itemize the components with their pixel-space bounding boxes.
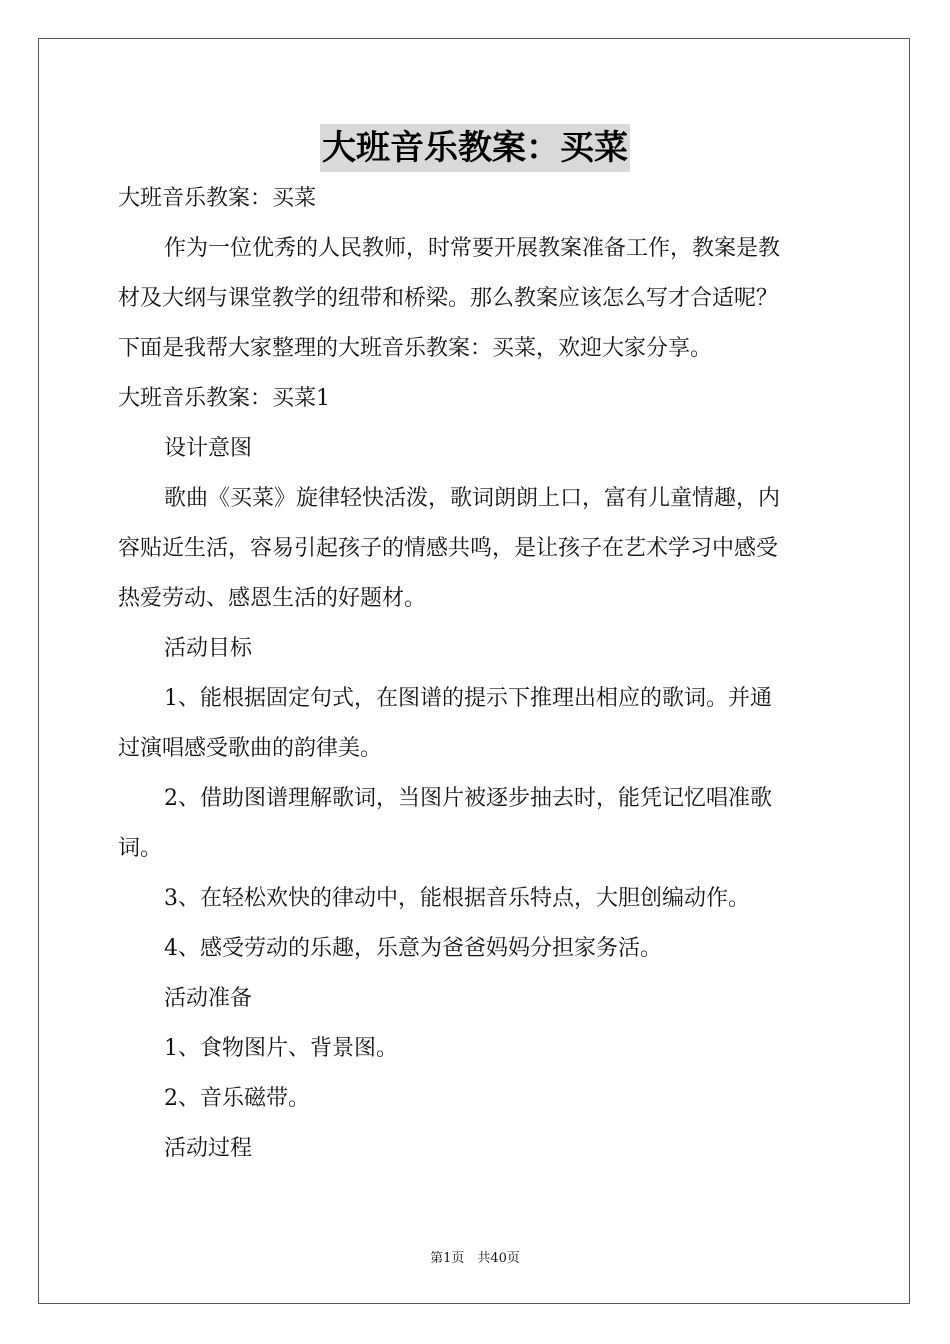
list-item: 3、在轻松欢快的律动中，能根据音乐特点，大胆创编动作。	[164, 886, 750, 911]
section-heading: 活动准备	[164, 986, 253, 1011]
list-item: 2、借助图谱理解歌词，当图片被逐步抽去时，能凭记忆唱准歌	[164, 786, 772, 811]
paragraph-line: 材及大纲与课堂教学的纽带和桥梁。那么教案应该怎么写才合适呢？	[118, 286, 779, 311]
paragraph-line: 下面是我帮大家整理的大班音乐教案：买菜，欢迎大家分享。	[118, 336, 713, 361]
page-border	[38, 38, 910, 1304]
list-item: 4、感受劳动的乐趣，乐意为爸爸妈妈分担家务活。	[164, 936, 662, 961]
paragraph-line: 作为一位优秀的人民教师，时常要开展教案准备工作，教案是教	[164, 236, 781, 261]
section-heading: 活动目标	[164, 636, 253, 661]
section-heading: 活动过程	[164, 1136, 253, 1161]
list-item: 2、音乐磁带。	[164, 1086, 310, 1111]
document-title: 大班音乐教案：买菜	[320, 124, 630, 172]
title-container	[0, 124, 950, 172]
section-heading: 设计意图	[164, 436, 253, 461]
paragraph-line: 歌曲《买菜》旋律轻快活泼，歌词朗朗上口，富有儿童情趣，内	[164, 486, 781, 511]
list-item: 过演唱感受歌曲的韵律美。	[118, 736, 383, 761]
list-item: 1、食物图片、背景图。	[164, 1036, 398, 1061]
paragraph-line: 容贴近生活，容易引起孩子的情感共鸣，是让孩子在艺术学习中感受	[118, 536, 779, 561]
section-heading: 大班音乐教案：买菜1	[118, 386, 330, 411]
subtitle-line: 大班音乐教案：买菜	[118, 186, 317, 211]
list-item: 1、能根据固定句式，在图谱的提示下推理出相应的歌词。并通	[164, 686, 772, 711]
paragraph-line: 热爱劳动、感恩生活的好题材。	[118, 586, 427, 611]
list-item: 词。	[118, 836, 163, 861]
page-footer: 第1页 共40页	[430, 1251, 520, 1266]
